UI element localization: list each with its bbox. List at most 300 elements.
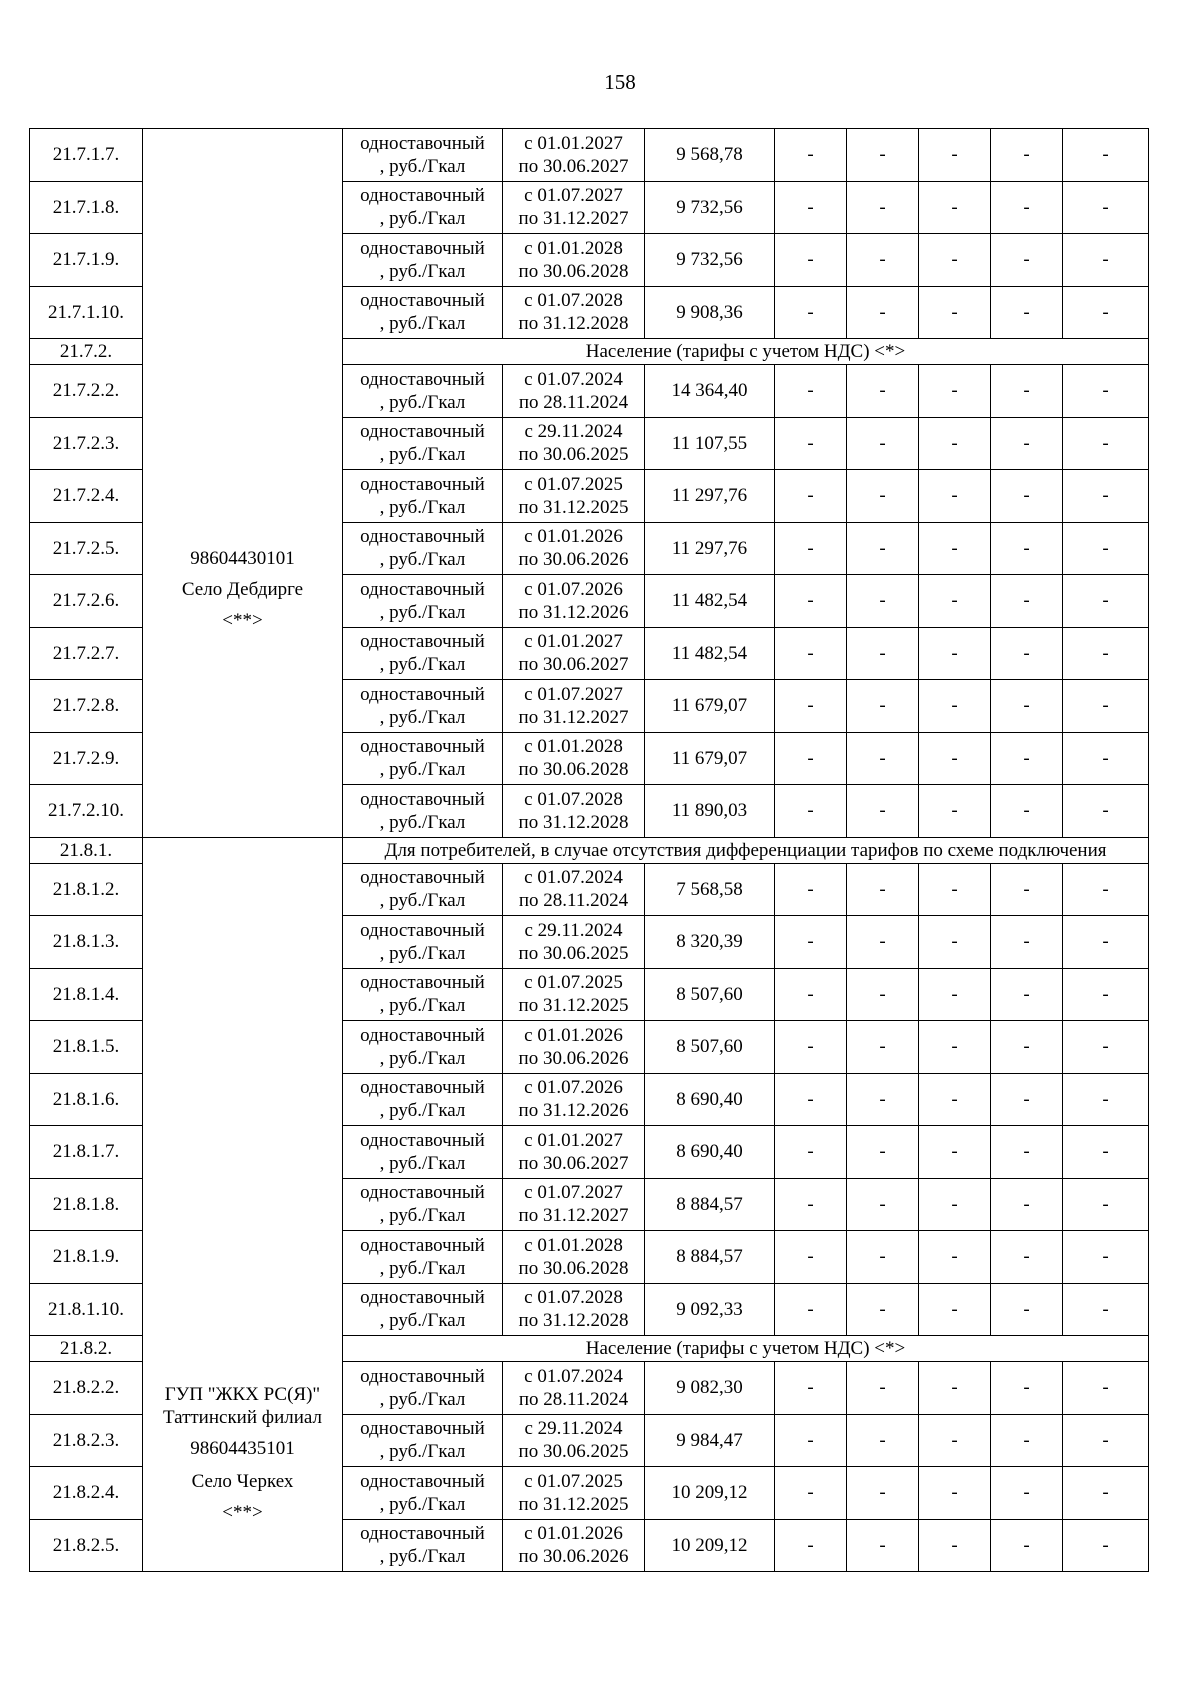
rate-unit: , руб./Гкал [379,496,466,518]
rate-type: одноставочный [360,421,485,443]
period-to: по 30.06.2026 [518,1047,629,1069]
period-to: по 30.06.2027 [518,1152,629,1174]
period-to: по 31.12.2025 [518,496,629,518]
row-number: 21.7.2.5. [30,522,143,575]
rate-unit: , руб./Гкал [379,444,466,466]
rate-type: одноставочный [360,867,485,889]
period-from: с 01.01.2028 [524,1234,623,1256]
rate-unit: , руб./Гкал [379,759,466,781]
period-from: с 01.07.2024 [524,1365,623,1387]
rate-type-cell [343,286,503,339]
empty-value-dash: - [775,680,847,733]
tariff-value: 8 884,57 [645,1178,775,1231]
empty-value-dash: - [847,968,919,1021]
empty-value-dash: - [775,522,847,575]
row-number: 21.7.2.4. [30,470,143,523]
period-to: по 30.06.2025 [518,1441,629,1463]
empty-value-dash: - [1063,129,1149,182]
empty-value-dash: - [847,916,919,969]
period-from: с 01.01.2027 [524,132,623,154]
rate-unit: , руб./Гкал [379,260,466,282]
rate-type-cell [343,1178,503,1231]
row-number: 21.8.1.10. [30,1283,143,1336]
empty-value-dash: - [775,129,847,182]
rate-type-cell [343,522,503,575]
period-to: по 30.06.2025 [518,444,629,466]
tariff-value: 9 908,36 [645,286,775,339]
empty-value-dash: - [991,785,1063,838]
period-cell [503,286,645,339]
section-row [30,837,1149,863]
empty-value-dash: - [991,575,1063,628]
empty-value-dash: - [1063,575,1149,628]
tariff-value: 11 297,76 [645,470,775,523]
tariff-value: 8 690,40 [645,1126,775,1179]
row-number: 21.8.2.4. [30,1467,143,1520]
empty-value-dash: - [919,234,991,287]
tariff-value: 8 507,60 [645,1021,775,1074]
empty-value-dash: - [1063,785,1149,838]
empty-value-dash: - [991,863,1063,916]
period-to: по 31.12.2025 [518,995,629,1017]
rate-type: одноставочный [360,919,485,941]
rate-type-cell [343,1021,503,1074]
empty-value-dash: - [847,234,919,287]
empty-value-dash: - [847,1021,919,1074]
empty-value-dash: - [991,1021,1063,1074]
row-number: 21.7.1.7. [30,129,143,182]
rate-type-cell [343,234,503,287]
rate-type: одноставочный [360,290,485,312]
empty-value-dash: - [919,1073,991,1126]
rate-unit: , руб./Гкал [379,391,466,413]
period-from: с 29.11.2024 [524,1418,623,1440]
row-number: 21.8.2. [30,1336,143,1362]
empty-value-dash: - [775,1414,847,1467]
rate-unit: , руб./Гкал [379,1047,466,1069]
empty-value-dash: - [775,785,847,838]
rate-type-cell [343,1519,503,1572]
row-number: 21.8.2.2. [30,1362,143,1415]
empty-value-dash: - [919,286,991,339]
period-to: по 30.06.2028 [518,1257,629,1279]
tariff-value: 8 320,39 [645,916,775,969]
empty-value-dash: - [919,129,991,182]
org-code: 98604430101 [190,547,295,569]
row-number: 21.7.2.6. [30,575,143,628]
rate-unit: , руб./Гкал [379,1310,466,1332]
period-from: с 01.07.2024 [524,867,623,889]
empty-value-dash: - [991,1231,1063,1284]
tariff-value: 11 679,07 [645,732,775,785]
empty-value-dash: - [1063,417,1149,470]
period-cell [503,1231,645,1284]
rate-type-cell [343,365,503,418]
empty-value-dash: - [1063,470,1149,523]
locality-name: Село Черкех [191,1471,294,1492]
rate-unit: , руб./Гкал [379,1546,466,1568]
period-from: с 01.07.2027 [524,683,623,705]
empty-value-dash: - [919,417,991,470]
empty-value-dash: - [1063,1519,1149,1572]
table-row [30,129,1149,182]
tariff-value: 8 690,40 [645,1073,775,1126]
row-number: 21.7.2.7. [30,627,143,680]
row-number: 21.8.1.5. [30,1021,143,1074]
tariff-value: 10 209,12 [645,1467,775,1520]
empty-value-dash: - [991,1283,1063,1336]
empty-value-dash: - [991,916,1063,969]
period-cell [503,1126,645,1179]
rate-unit: , руб./Гкал [379,654,466,676]
empty-value-dash: - [775,863,847,916]
period-cell [503,1283,645,1336]
rate-type-cell [343,732,503,785]
rate-type: одноставочный [360,578,485,600]
empty-value-dash: - [1063,1231,1149,1284]
period-from: с 29.11.2024 [524,919,623,941]
period-cell [503,181,645,234]
period-from: с 01.01.2026 [524,526,623,548]
empty-value-dash: - [847,522,919,575]
rate-unit: , руб./Гкал [379,706,466,728]
empty-value-dash: - [991,365,1063,418]
empty-value-dash: - [1063,522,1149,575]
rate-type-cell [343,785,503,838]
row-number: 21.8.1.2. [30,863,143,916]
period-from: с 01.07.2026 [524,578,623,600]
empty-value-dash: - [1063,1073,1149,1126]
empty-value-dash: - [775,286,847,339]
rate-type: одноставочный [360,237,485,259]
period-to: по 31.12.2027 [518,208,629,230]
organization-cell [143,129,343,838]
rate-type: одноставочный [360,1077,485,1099]
empty-value-dash: - [775,1467,847,1520]
period-cell [503,417,645,470]
empty-value-dash: - [1063,968,1149,1021]
rate-type: одноставочный [360,788,485,810]
period-cell [503,470,645,523]
org-branch: Таттинский филиал [163,1407,322,1428]
period-cell [503,1178,645,1231]
empty-value-dash: - [919,680,991,733]
empty-value-dash: - [991,1519,1063,1572]
row-number: 21.8.1.3. [30,916,143,969]
period-to: по 28.11.2024 [518,391,629,413]
empty-value-dash: - [847,863,919,916]
empty-value-dash: - [775,234,847,287]
empty-value-dash: - [775,627,847,680]
period-cell [503,732,645,785]
row-number: 21.8.2.3. [30,1414,143,1467]
period-from: с 01.01.2026 [524,1024,623,1046]
empty-value-dash: - [1063,1414,1149,1467]
empty-value-dash: - [991,1178,1063,1231]
empty-value-dash: - [991,627,1063,680]
empty-value-dash: - [847,1362,919,1415]
rate-unit: , руб./Гкал [379,313,466,335]
row-number: 21.8.1. [30,837,143,863]
tariff-value: 11 482,54 [645,575,775,628]
rate-type-cell [343,968,503,1021]
tariff-value: 11 679,07 [645,680,775,733]
period-from: с 01.07.2028 [524,1287,623,1309]
period-cell [503,522,645,575]
rate-unit: , руб./Гкал [379,1100,466,1122]
rate-type: одноставочный [360,972,485,994]
period-cell [503,1021,645,1074]
empty-value-dash: - [919,1519,991,1572]
row-number: 21.7.2. [30,339,143,365]
rate-type-cell [343,1073,503,1126]
empty-value-dash: - [1063,1021,1149,1074]
empty-value-dash: - [991,1362,1063,1415]
rate-type-cell [343,916,503,969]
rate-type: одноставочный [360,1523,485,1545]
row-number: 21.8.1.7. [30,1126,143,1179]
period-cell [503,234,645,287]
rate-type: одноставочный [360,368,485,390]
rate-type: одноставочный [360,473,485,495]
rate-unit: , руб./Гкал [379,155,466,177]
tariff-value: 9 984,47 [645,1414,775,1467]
rate-type: одноставочный [360,1418,485,1440]
row-number: 21.7.2.3. [30,417,143,470]
empty-value-dash: - [919,1231,991,1284]
period-to: по 31.12.2027 [518,1205,629,1227]
tariff-table-body [30,129,1149,1572]
org-name: ГУП "ЖКХ РС(Я)" [164,1384,321,1405]
period-from: с 01.07.2028 [524,290,623,312]
row-number: 21.8.1.9. [30,1231,143,1284]
empty-value-dash: - [1063,1126,1149,1179]
period-to: по 30.06.2026 [518,1546,629,1568]
period-to: по 31.12.2027 [518,706,629,728]
empty-value-dash: - [919,916,991,969]
empty-value-dash: - [919,575,991,628]
empty-value-dash: - [775,1283,847,1336]
rate-unit: , руб./Гкал [379,1388,466,1410]
empty-value-dash: - [919,1178,991,1231]
empty-value-dash: - [919,1126,991,1179]
empty-value-dash: - [847,1414,919,1467]
empty-value-dash: - [847,732,919,785]
row-number: 21.8.1.6. [30,1073,143,1126]
empty-value-dash: - [847,470,919,523]
rate-unit: , руб./Гкал [379,1205,466,1227]
empty-value-dash: - [919,785,991,838]
row-number: 21.8.1.4. [30,968,143,1021]
empty-value-dash: - [991,234,1063,287]
empty-value-dash: - [1063,680,1149,733]
section-heading: Население (тарифы с учетом НДС) <*> [343,339,1149,365]
period-to: по 30.06.2027 [518,654,629,676]
empty-value-dash: - [847,1073,919,1126]
rate-type-cell [343,417,503,470]
tariff-table [29,128,1149,1572]
rate-type: одноставочный [360,736,485,758]
empty-value-dash: - [775,916,847,969]
rate-type-cell [343,1231,503,1284]
period-from: с 01.07.2025 [524,1470,623,1492]
empty-value-dash: - [1063,916,1149,969]
period-to: по 30.06.2026 [518,549,629,571]
empty-value-dash: - [775,1519,847,1572]
period-from: с 01.07.2027 [524,1182,623,1204]
section-heading: Население (тарифы с учетом НДС) <*> [343,1336,1149,1362]
empty-value-dash: - [1063,1362,1149,1415]
rate-type: одноставочный [360,1182,485,1204]
empty-value-dash: - [847,680,919,733]
empty-value-dash: - [919,1467,991,1520]
tariff-value: 11 482,54 [645,627,775,680]
empty-value-dash: - [991,968,1063,1021]
rate-type: одноставочный [360,683,485,705]
rate-type-cell [343,1362,503,1415]
row-number: 21.7.1.8. [30,181,143,234]
period-to: по 30.06.2028 [518,759,629,781]
empty-value-dash: - [775,1021,847,1074]
empty-value-dash: - [775,1362,847,1415]
empty-value-dash: - [775,575,847,628]
rate-type: одноставочный [360,185,485,207]
rate-type-cell [343,680,503,733]
empty-value-dash: - [1063,732,1149,785]
rate-type-cell [343,1467,503,1520]
period-from: с 01.01.2028 [524,736,623,758]
rate-unit: , руб./Гкал [379,995,466,1017]
tariff-value: 11 107,55 [645,417,775,470]
period-from: с 01.07.2028 [524,788,623,810]
period-cell [503,627,645,680]
empty-value-dash: - [991,732,1063,785]
rate-type-cell [343,1414,503,1467]
period-from: с 01.07.2025 [524,473,623,495]
locality-name: Село Дебдирге [181,578,304,600]
period-to: по 31.12.2028 [518,811,629,833]
empty-value-dash: - [991,1467,1063,1520]
period-cell [503,1467,645,1520]
empty-value-dash: - [775,1178,847,1231]
rate-type-cell [343,863,503,916]
rate-unit: , руб./Гкал [379,601,466,623]
period-from: с 01.01.2027 [524,1129,623,1151]
period-to: по 31.12.2025 [518,1493,629,1515]
empty-value-dash: - [775,470,847,523]
empty-value-dash: - [847,575,919,628]
empty-value-dash: - [991,286,1063,339]
org-code: 98604435101 [190,1438,295,1459]
period-from: с 01.01.2026 [524,1523,623,1545]
row-number: 21.7.2.2. [30,365,143,418]
empty-value-dash: - [847,627,919,680]
empty-value-dash: - [847,785,919,838]
empty-value-dash: - [919,1414,991,1467]
period-to: по 28.11.2024 [518,1388,629,1410]
period-cell [503,575,645,628]
period-to: по 30.06.2025 [518,942,629,964]
tariff-value: 14 364,40 [645,365,775,418]
tariff-value: 9 732,56 [645,234,775,287]
rate-type: одноставочный [360,526,485,548]
rate-type-cell [343,129,503,182]
rate-unit: , руб./Гкал [379,549,466,571]
period-cell [503,1073,645,1126]
empty-value-dash: - [991,522,1063,575]
rate-type-cell [343,181,503,234]
section-heading: Для потребителей, в случае отсутствия дифференциации тарифов по схеме подключения [343,837,1149,863]
tariff-value: 9 092,33 [645,1283,775,1336]
tariff-value: 8 507,60 [645,968,775,1021]
tariff-value: 9 082,30 [645,1362,775,1415]
tariff-value: 11 297,76 [645,522,775,575]
period-cell [503,863,645,916]
empty-value-dash: - [919,1283,991,1336]
empty-value-dash: - [919,1362,991,1415]
rate-type: одноставочный [360,631,485,653]
tariff-value: 7 568,58 [645,863,775,916]
rate-type-cell [343,575,503,628]
period-cell [503,1414,645,1467]
empty-value-dash: - [1063,365,1149,418]
row-number: 21.8.1.8. [30,1178,143,1231]
empty-value-dash: - [775,181,847,234]
empty-value-dash: - [991,1414,1063,1467]
rate-unit: , руб./Гкал [379,942,466,964]
empty-value-dash: - [847,286,919,339]
tariff-value: 11 890,03 [645,785,775,838]
empty-value-dash: - [1063,1283,1149,1336]
empty-value-dash: - [991,1073,1063,1126]
empty-value-dash: - [991,129,1063,182]
empty-value-dash: - [775,1231,847,1284]
rate-type: одноставочный [360,132,485,154]
period-to: по 30.06.2028 [518,260,629,282]
empty-value-dash: - [1063,863,1149,916]
empty-value-dash: - [991,417,1063,470]
empty-value-dash: - [847,417,919,470]
rate-unit: , руб./Гкал [379,208,466,230]
row-number: 21.7.1.9. [30,234,143,287]
empty-value-dash: - [1063,1467,1149,1520]
empty-value-dash: - [847,1178,919,1231]
period-from: с 01.07.2025 [524,972,623,994]
period-cell [503,968,645,1021]
rate-type-cell [343,470,503,523]
period-cell [503,129,645,182]
rate-type: одноставочный [360,1234,485,1256]
tariff-value: 8 884,57 [645,1231,775,1284]
empty-value-dash: - [991,181,1063,234]
rate-type: одноставочный [360,1024,485,1046]
row-number: 21.7.2.10. [30,785,143,838]
rate-unit: , руб./Гкал [379,890,466,912]
rate-type-cell [343,627,503,680]
period-to: по 31.12.2028 [518,1310,629,1332]
empty-value-dash: - [919,365,991,418]
rate-type: одноставочный [360,1129,485,1151]
empty-value-dash: - [775,1073,847,1126]
empty-value-dash: - [919,522,991,575]
period-cell [503,785,645,838]
period-cell [503,1362,645,1415]
locality-note: <**> [222,609,263,631]
page-number: 158 [604,70,636,94]
empty-value-dash: - [1063,234,1149,287]
period-from: с 01.07.2027 [524,185,623,207]
period-from: с 29.11.2024 [524,421,623,443]
